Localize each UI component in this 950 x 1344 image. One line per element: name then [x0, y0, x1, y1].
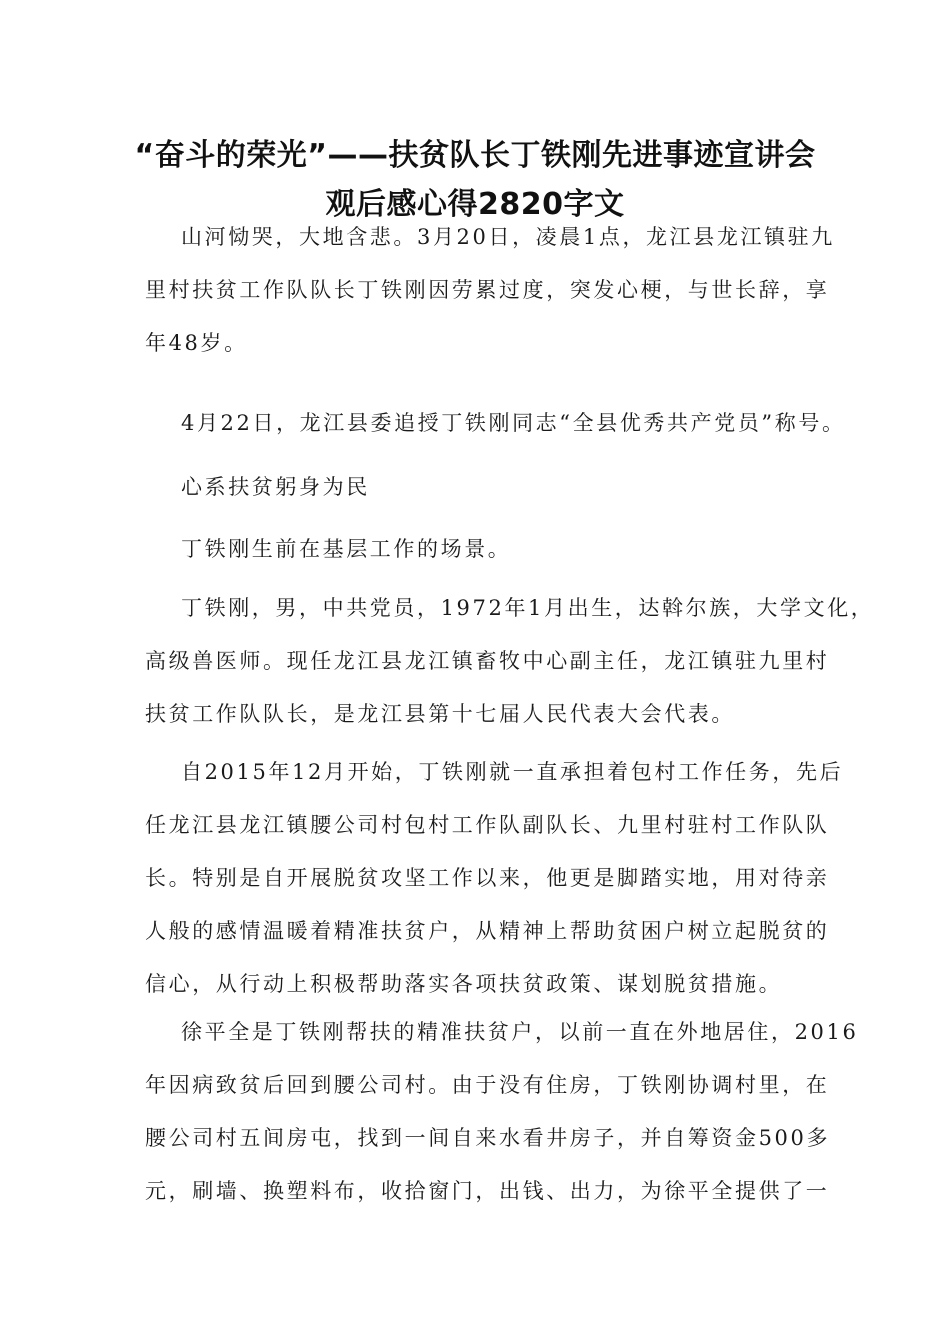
paragraph-line: 人般的感情温暖着精准扶贫户，从精神上帮助贫困户树立起脱贫的: [145, 919, 830, 943]
paragraph-line: 里村扶贫工作队队长丁铁刚因劳累过度，突发心梗，与世长辞，享: [145, 278, 830, 302]
paragraph-line: 丁铁刚，男，中共党员，1972年1月出生，达斡尔族，大学文化，: [181, 596, 875, 620]
paragraph-line: 年因病致贫后回到腰公司村。由于没有住房，丁铁刚协调村里，在: [145, 1073, 830, 1097]
paragraph-line: 扶贫工作队队长，是龙江县第十七届人民代表大会代表。: [145, 702, 735, 726]
paragraph-line: 元，刷墙、换塑料布，收拾窗门，出钱、出力，为徐平全提供了一: [145, 1179, 830, 1203]
paragraph-line: 年48岁。: [145, 331, 248, 355]
paragraph-line: 心系扶贫躬身为民: [181, 475, 370, 499]
paragraph-line: 腰公司村五间房屯，找到一间自来水看井房子，并自筹资金500多: [145, 1126, 831, 1150]
paragraph-line: 长。特别是自开展脱贫攻坚工作以来，他更是脚踏实地，用对待亲: [145, 866, 830, 890]
document-title-line-1: “奋斗的荣光”——扶贫队长丁铁刚先进事迹宣讲会: [134, 138, 816, 173]
paragraph-line: 徐平全是丁铁刚帮扶的精准扶贫户，以前一直在外地居住，2016: [181, 1020, 859, 1044]
paragraph-line: 信心，从行动上积极帮助落实各项扶贫政策、谋划脱贫措施。: [145, 972, 783, 996]
document-title-line-2: 观后感心得2820字文: [325, 187, 625, 222]
paragraph-line: 4月22日，龙江县委追授丁铁刚同志“全县优秀共产党员”称号。: [181, 411, 846, 435]
paragraph-line: 山河恸哭，大地含悲。3月20日，凌晨1点，龙江县龙江镇驻九: [181, 225, 835, 249]
paragraph-line: 自2015年12月开始，丁铁刚就一直承担着包村工作任务，先后: [181, 760, 844, 784]
paragraph-line: 高级兽医师。现任龙江县龙江镇畜牧中心副主任，龙江镇驻九里村: [145, 649, 830, 673]
paragraph-line: 任龙江县龙江镇腰公司村包村工作队副队长、九里村驻村工作队队: [145, 813, 830, 837]
paragraph-line: 丁铁刚生前在基层工作的场景。: [181, 537, 512, 561]
